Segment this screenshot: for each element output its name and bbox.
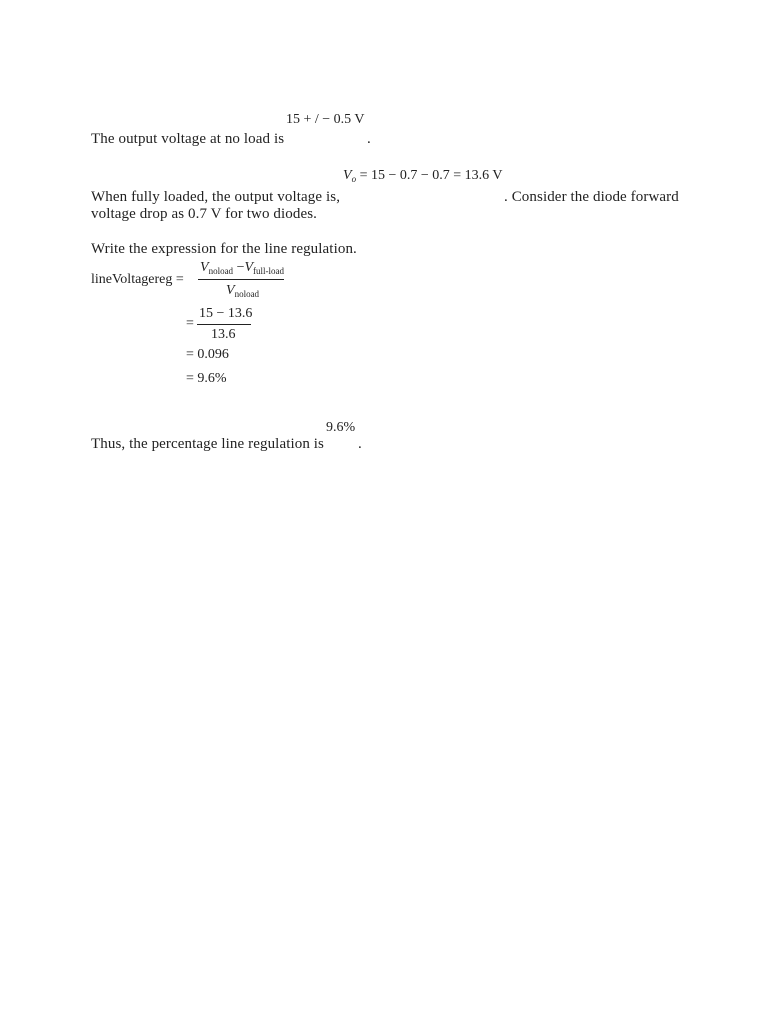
den-var: V bbox=[226, 283, 235, 298]
line-regulation-lhs: lineVoltagereg = bbox=[91, 272, 184, 287]
conclusion-sentence: Thus, the percentage line regulation is bbox=[91, 436, 324, 452]
num-var-2: V bbox=[244, 260, 254, 275]
full-load-sentence-end: . Consider the diode forward bbox=[504, 189, 679, 205]
diode-drop-sentence: voltage drop as 0.7 V for two diodes. bbox=[91, 206, 318, 222]
conclusion-period: . bbox=[358, 436, 362, 452]
num-var-1: V bbox=[200, 260, 209, 275]
num-minus: − bbox=[236, 260, 245, 275]
full-load-var: V bbox=[343, 168, 352, 183]
line-regulation-value-math: 9.6% bbox=[326, 420, 356, 435]
formula-fraction-bar bbox=[198, 279, 284, 280]
step2-fraction-bar bbox=[197, 324, 251, 325]
full-load-expr: = 15 − 0.7 − 0.7 = 13.6 V bbox=[359, 168, 503, 183]
formula-numerator bbox=[200, 260, 284, 276]
num-sub-1: noload bbox=[208, 266, 234, 276]
no-load-sentence: The output voltage at no load is bbox=[91, 131, 285, 147]
step2-denominator: 13.6 bbox=[211, 327, 236, 342]
step2-numerator: 15 − 13.6 bbox=[199, 306, 253, 321]
no-load-voltage-math: 15 + / − 0.5 V bbox=[286, 112, 365, 127]
formula-denominator bbox=[226, 283, 259, 299]
step4-result: = 9.6% bbox=[186, 371, 227, 386]
step2-equals: = bbox=[186, 316, 194, 331]
no-load-sentence-period: . bbox=[367, 131, 371, 147]
full-load-voltage-math bbox=[343, 168, 503, 184]
line-regulation-heading: Write the expression for the line regulation. bbox=[91, 241, 357, 257]
full-load-sub: o bbox=[351, 174, 357, 184]
den-sub: noload bbox=[234, 289, 260, 299]
step3-result: = 0.096 bbox=[186, 347, 229, 362]
num-sub-2: full-load bbox=[253, 266, 285, 276]
full-load-sentence-start: When fully loaded, the output voltage is, bbox=[91, 189, 341, 205]
